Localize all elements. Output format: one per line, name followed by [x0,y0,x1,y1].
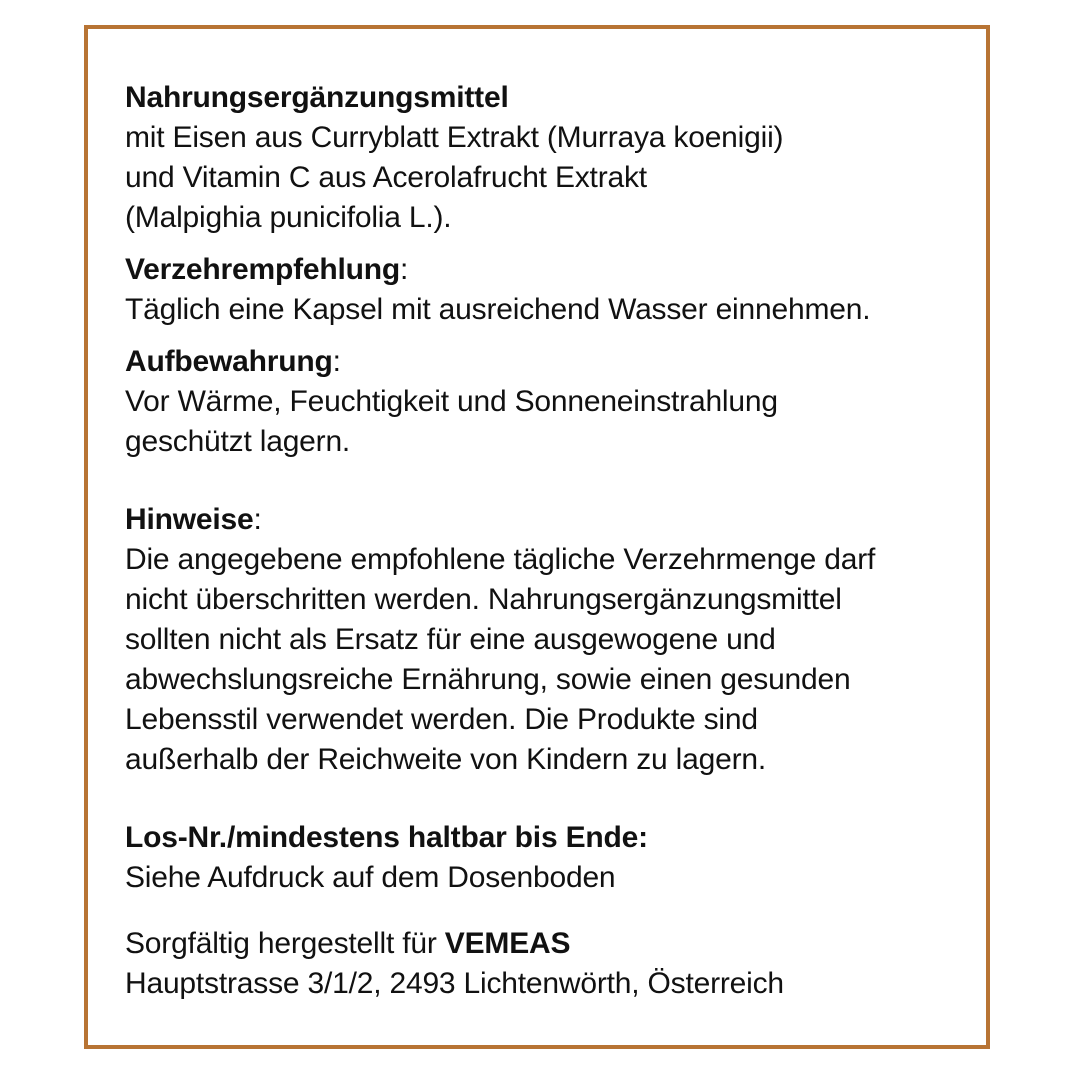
dosage-heading-row [125,250,985,290]
product-title: Nahrungsergänzungsmittel [125,81,509,114]
notes-line: Lebensstil verwendet werden. Die Produkte sind [125,703,758,736]
dosage-heading: Verzehrempfehlung [125,253,400,286]
product-line: (Malpighia punicifolia L.). [125,201,452,234]
notes-section [125,500,985,780]
notes-line: nicht überschritten werden. Nahrungsergänzungsmittel [125,583,842,616]
notes-line: abwechslungsreiche Ernährung, sowie einen gesunden [125,663,851,696]
storage-line: Vor Wärme, Feuchtigkeit und Sonneneinstrahlung [125,385,778,418]
manufacturer-address: Hauptstrasse 3/1/2, 2493 Lichtenwörth, Österreich [125,967,784,1000]
label-content [125,78,985,1004]
storage-section [125,342,985,462]
product-line: mit Eisen aus Curryblatt Extrakt (Murraya koenigii) [125,121,784,154]
product-line: und Vitamin C aus Acerolafrucht Extrakt [125,161,647,194]
dosage-colon: : [400,253,409,286]
manufacturer-prefix: Sorgfältig hergestellt für [125,927,445,960]
storage-heading-row [125,342,985,382]
manufacturer-brand: VEMEAS [444,927,571,960]
manufacturer-section [125,924,985,1004]
storage-line: geschützt lagern. [125,425,351,458]
product-section [125,78,985,238]
lot-section [125,818,985,898]
label-frame [84,25,990,1049]
storage-heading: Aufbewahrung [125,345,333,378]
lot-line: Siehe Aufdruck auf dem Dosenboden [125,861,616,894]
notes-line: Die angegebene empfohlene tägliche Verzehrmenge darf [125,543,876,576]
lot-heading: Los-Nr./mindestens haltbar bis Ende: [125,821,648,854]
notes-colon: : [253,503,262,536]
manufacturer-row [125,924,985,964]
notes-line: sollten nicht als Ersatz für eine ausgewogene und [125,623,776,656]
notes-heading-row [125,500,985,540]
storage-colon: : [332,345,341,378]
dosage-line: Täglich eine Kapsel mit ausreichend Wasser einnehmen. [125,293,871,326]
notes-line: außerhalb der Reichweite von Kindern zu lagern. [125,743,766,776]
dosage-section [125,250,985,330]
notes-heading: Hinweise [125,503,254,536]
